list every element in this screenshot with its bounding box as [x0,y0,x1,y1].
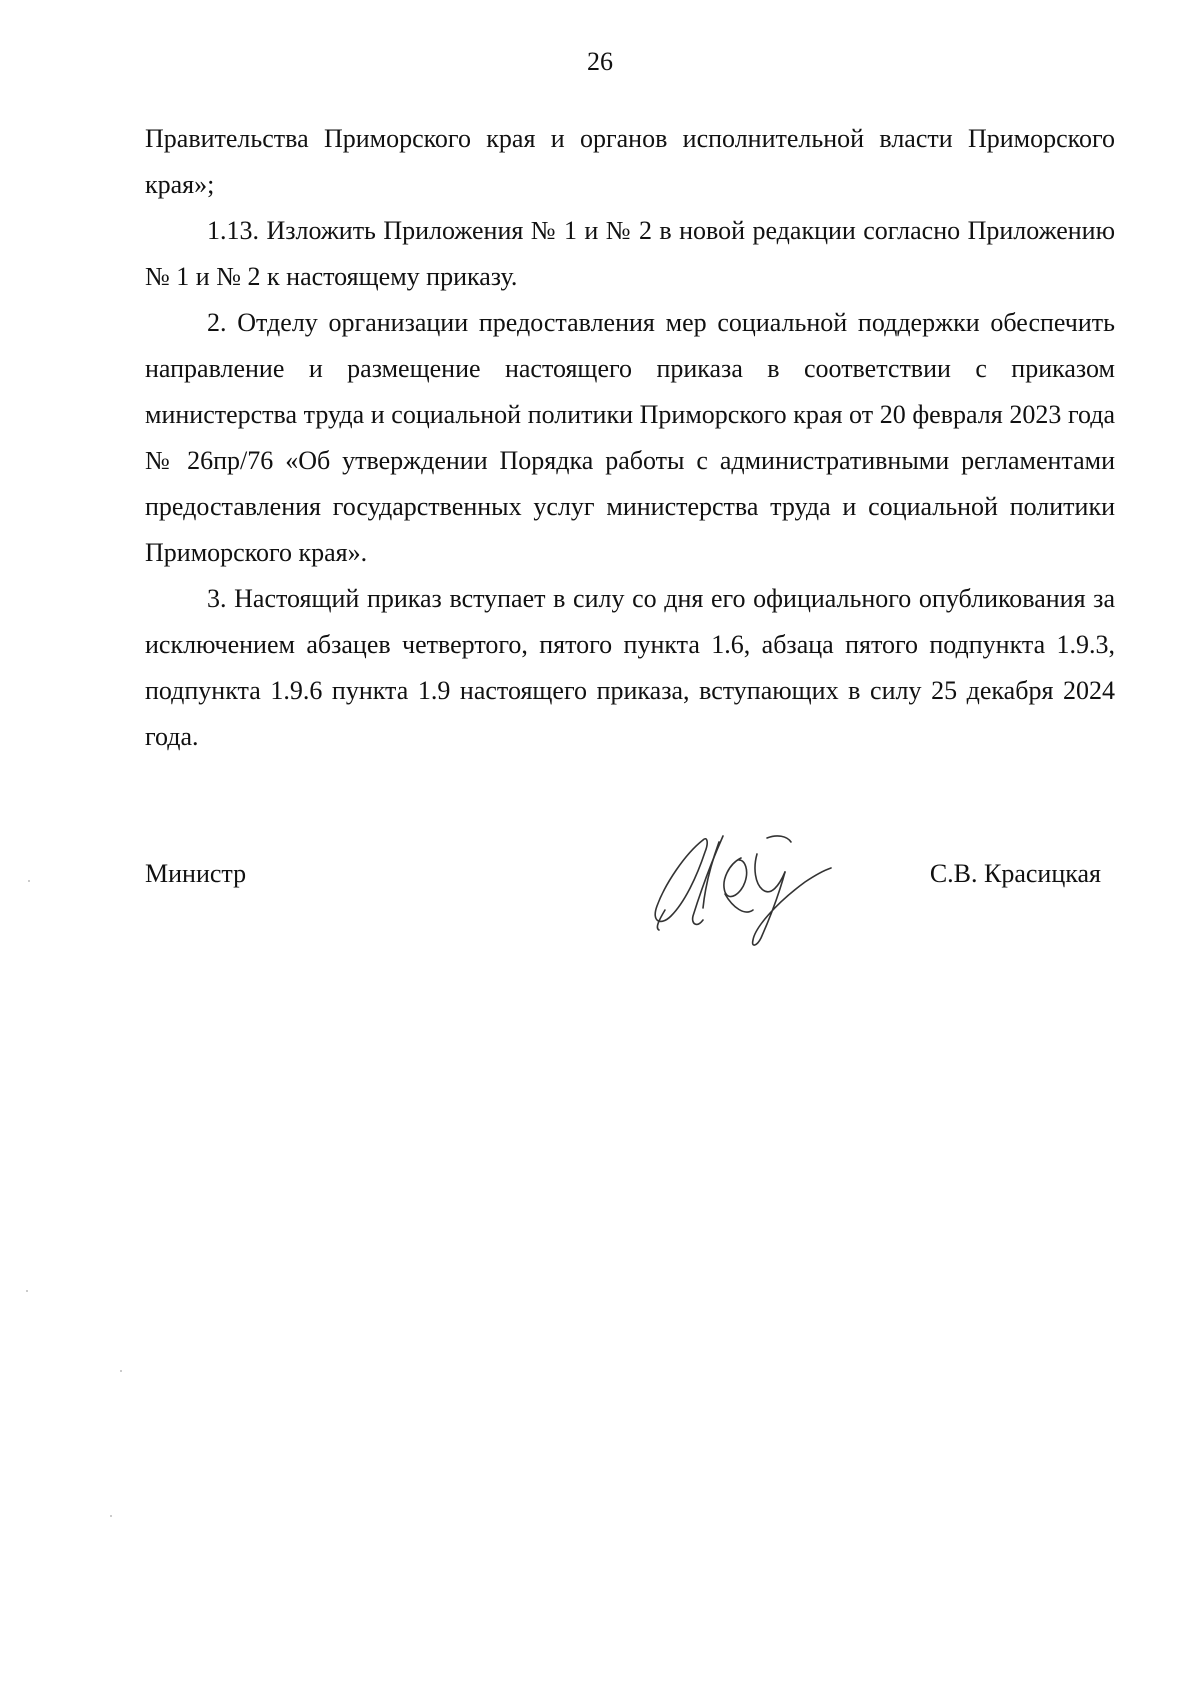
page-number: 26 [587,47,613,76]
signer-name: С.В. Красицкая [929,859,1101,888]
paragraph-item-3: 3. Настоящий приказ вступает в силу со дня его официального опубликования за исключением абзацев четвертого, пятого пункта 1.6, абзаца пятого подпункта 1.9.3, подпункта 1.9.6 пункта 1.9 настоящего приказа, вступающих в силу 25 декабря 2024 года. [145,584,1115,751]
scan-speck [120,1370,122,1372]
handwritten-signature [645,824,845,954]
paragraph-continuation: Правительства Приморского края и органов исполнительной власти Приморского края»; [145,124,1115,199]
signer-title: Министр [145,859,247,888]
signature-block [145,840,1115,950]
scan-speck [26,1290,28,1292]
document-body [145,116,1115,760]
paragraph-item-1-13: 1.13. Изложить Приложения № 1 и № 2 в новой редакции согласно Приложению № 1 и № 2 к настоящему приказу. [145,216,1115,291]
scan-speck [110,1515,112,1517]
paragraph-item-2: 2. Отделу организации предоставления мер социальной поддержки обеспечить направление и размещение настоящего приказа в соответствии с приказом министерства труда и социальной политики Приморского края от 20 февраля 2023 года № 26пр/76 «Об утверждении Порядка работы с административными регламентами предоставления государственных услуг министерства труда и социальной политики Приморского края». [145,308,1115,567]
scan-speck [28,880,30,882]
